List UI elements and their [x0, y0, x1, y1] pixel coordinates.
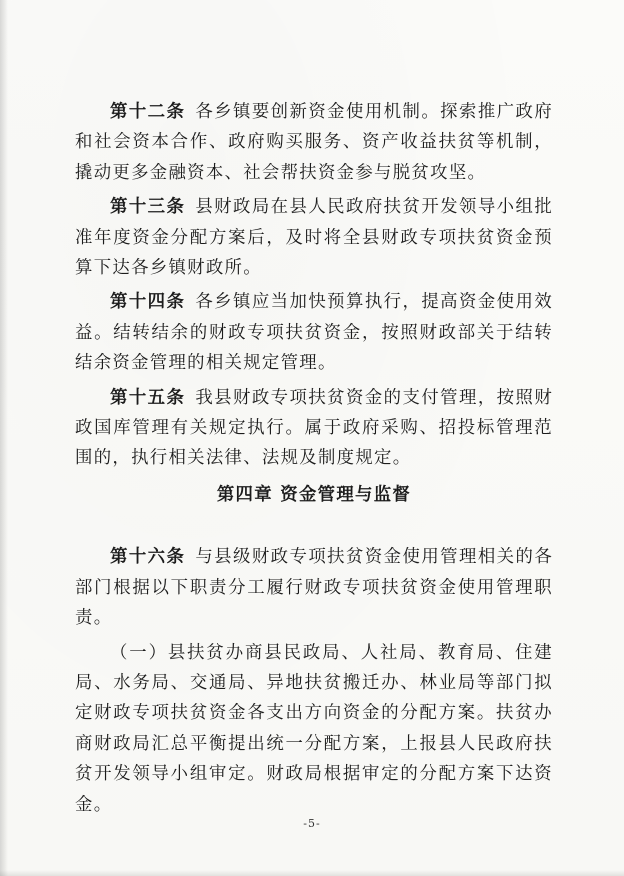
article-16-paragraph [75, 542, 553, 633]
article-14-heading: 第十四条 [110, 292, 186, 313]
article-12-heading: 第十二条 [110, 102, 186, 122]
article-15-paragraph [75, 383, 553, 474]
scan-edge-shadow [0, 0, 8, 876]
clause-1-text: （一）县扶贫办商县民政局、人社局、教育局、住建局、水务局、交通局、异地扶贫搬迁办、林业局等部门拟定财政专项扶贫资金各支出方向资金的分配方案。扶贫办商财政局汇总平衡提出统一分配方案，上报县人民政府扶贫开发领导小组审定。财政局根据审定的分配方案下达资金。 [75, 642, 553, 815]
scan-bottom-shadow [0, 870, 624, 876]
clause-1-paragraph [75, 638, 553, 820]
chapter-title: 第四章 资金管理与监督 [216, 484, 412, 505]
article-16-heading: 第十六条 [110, 547, 186, 568]
article-15-heading: 第十五条 [110, 387, 186, 408]
article-13-heading: 第十三条 [110, 197, 186, 218]
article-14-text: 各乡镇应当加快预算执行，提高资金使用效益。结转结余的财政专项扶贫资金，按照财政部关于结转结余资金管理的相关规定管理。 [75, 292, 554, 374]
article-16-text: 与县级财政专项扶贫资金使用管理相关的各部门根据以下职责分工履行财政专项扶贫资金使用管理职责。 [75, 547, 554, 629]
article-12-text: 各乡镇要创新资金使用机制。探索推广政府和社会资本合作、政府购买服务、资产收益扶贫等机制，撬动更多金融资本、社会帮扶资金参与脱贫攻坚。 [75, 102, 554, 183]
article-15-text: 我县财政专项扶贫资金的支付管理，按照财政国库管理有关规定执行。属于政府采购、招投标管理范围的，执行相关法律、法规及制度规定。 [75, 387, 554, 469]
article-13-text: 县财政局在县人民政府扶贫开发领导小组批准年度资金分配方案后，及时将全县财政专项扶贫资金预算下达各乡镇财政所。 [75, 197, 554, 279]
article-12-paragraph [75, 97, 553, 188]
article-14-paragraph [75, 287, 553, 378]
document-body [75, 97, 553, 824]
article-13-paragraph [75, 192, 553, 283]
page-number: -5- [303, 817, 321, 830]
